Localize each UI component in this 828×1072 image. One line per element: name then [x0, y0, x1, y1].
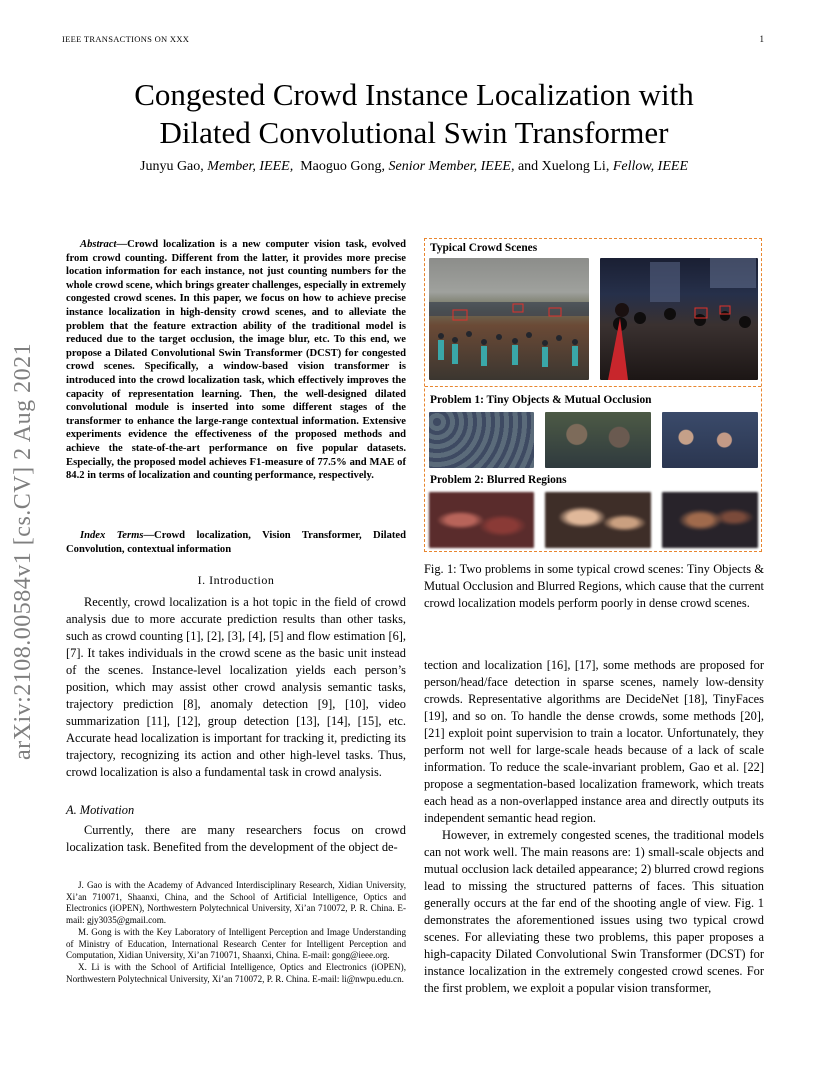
- author-2: Maoguo Gong,: [300, 159, 385, 174]
- crowd-figures-1: [429, 258, 589, 380]
- paper-title: [0, 76, 828, 152]
- arxiv-stamp: arXiv:2108.00584v1 [cs.CV] 2 Aug 2021: [10, 342, 36, 760]
- footnote-2: M. Gong is with the Key Laboratory of Intelligent Perception and Image Understanding of Ministry of Education, International Research Center for Intelligent Perception and Computation, Xidian University, Xi’an 710071, Shaanxi, China. E-mail: gong@ieee.org.: [66, 926, 406, 961]
- right-paragraph-2: However, in extremely congested scenes, the traditional models can not work well. The main reasons are: 1) small-scale objects and mutual occlusion lack detailed appearance; 2) blurred crowd regions lead to missing the structured patterns of faces. This situation generally occurs at the far end of the shooting angle of view. Fig. 1 demonstrates the aforementioned issues using two typical crowd scenes. For alleviating these two problems, this paper proposes a high-capacity Dilated Convolutional Swin Transformer (DCST) for instance localization in the extremely congested crowd scenes. For the first problem, we exploit a popular vision transformer,: [424, 828, 764, 995]
- tiny-objects-crop-1: [429, 412, 534, 468]
- abstract: [66, 238, 406, 483]
- author-1: Junyu Gao,: [140, 159, 204, 174]
- blurred-crop-2: [545, 492, 651, 548]
- subsection-heading: A. Motivation: [66, 803, 135, 817]
- author-3-role: Fellow, IEEE: [612, 159, 688, 174]
- right-paragraph-1: tection and localization [16], [17], some methods are proposed for person/head/face detection in sparse scenes, namely low-density crowds. Representative algorithms are DecideNet [18], TinyFaces [19], and so on. To handle the dense crowds, some methods [20], [21] exploit point supervision to train a locator. Unfortunately, they perform not well for large-scale heads because of a lack of scale information. To reduce the scale-invariant problem, Gao et al. [22] propose a segmentation-based localization framework, which treats each head as a non-overlapped instance area and directly outputs its independent semantic head region.: [424, 658, 764, 825]
- figure-divider-1: [425, 386, 761, 387]
- figure-label-typical: Typical Crowd Scenes: [430, 242, 538, 254]
- intro-paragraph: [66, 594, 406, 781]
- page-number: 1: [759, 34, 764, 44]
- author-1-role: Member, IEEE,: [207, 159, 294, 174]
- footnotes: [66, 880, 406, 985]
- abstract-text: —Crowd localization is a new computer vision task, evolved from crowd counting. Different from the latter, it provides more precise location information for each instance, not just counting numbers for the whole crowd scene, which brings greater challenges, especially in extremely congested crowd scenes. In this paper, we focus on how to achieve precise instance localization in high-density crowd scenes, and to alleviate the problem that the feature extraction ability of the traditional model is reduced due to the target occlusion, the image blur, etc. To this end, we propose a Dilated Convolutional Swin Transformer (DCST) for congested crowd scenes. Specifically, a window-based vision transformer is introduced into the crowd localization task, which effectively improves the capacity of representation learning. Then, the well-designed dilated convolutional module is inserted into some different stages of the transformer to enhance the large-range contextual information. Extensive experiments evidence the effectiveness of the proposed methods and achieve the state-of-the-art performance on five popular datasets. Especially, the proposed model achieves F1-measure of 77.5% and MAE of 84.2 in terms of localization and counting performance, respectively.: [66, 239, 406, 482]
- abstract-label: Abstract: [80, 239, 117, 250]
- motivation-text: Currently, there are many researchers focus on crowd localization task. Benefited from the development of the object de-: [66, 823, 406, 854]
- author-2-role: Senior Member, IEEE,: [388, 159, 515, 174]
- figure-caption: Fig. 1: Two problems in some typical crowd scenes: Tiny Objects & Mutual Occlusion and Blurred Regions, which cause that the current crowd localization models perform poorly in dense crowd scenes.: [424, 562, 764, 610]
- index-terms: [66, 529, 406, 556]
- footnote-3: X. Li is with the School of Artificial Intelligence, Optics and Electronics (iOPEN), Northwestern Polytechnical University, Xi’an 710072, P. R. China. E-mail: li@nwpu.edu.cn.: [66, 961, 406, 984]
- crowd-figures-2: [600, 258, 758, 380]
- author-3: and Xuelong Li,: [517, 159, 610, 174]
- index-terms-text: —Crowd localization, Vision Transformer, Dilated Convolution, contextual information: [66, 530, 406, 555]
- blurred-crop-3: [662, 492, 758, 548]
- figure-label-problem-2: Problem 2: Blurred Regions: [430, 474, 567, 486]
- intro-text: Recently, crowd localization is a hot topic in the field of crowd analysis due to more accurate prediction results than other tasks, such as crowd counting [1], [2], [3], [4], [5] and flow estimation [6], [7]. It takes individuals in the crowd scene as the basic unit instead of the scenes. Instance-level localization yields each person’s position, which may assist other crowd analysis semantic tasks, trajectory prediction [8], anomaly detection [9], [10], video summarization [11], [12], group detection [13], [14], [15], etc. Accurate head localization is important for tracking it, predicting its trajectory, recognizing its action and other high-level tasks. Thus, crowd localization is also a fundamental task in crowd analysis.: [66, 595, 406, 779]
- crowd-scene-photo-1: [429, 258, 589, 380]
- index-terms-label: Index Terms: [80, 530, 144, 541]
- motivation-paragraph: [66, 822, 406, 856]
- author-line: [0, 159, 828, 175]
- title-line-1: Congested Crowd Instance Localization with: [134, 77, 694, 112]
- tiny-objects-crop-2: [545, 412, 651, 468]
- title-line-2: Dilated Convolutional Swin Transformer: [159, 115, 669, 150]
- figure-1: [424, 238, 762, 552]
- footnote-1: J. Gao is with the Academy of Advanced Interdisciplinary Research, Xidian University, Xi’an 710071, Shaanxi, China, and the School of Artificial Intelligence, Optics and Electronics (iOPEN), Northwestern Polytechnical University, Xi’an 710072, P. R. China. E-mail: gjy3035@gmail.com.: [66, 880, 406, 926]
- figure-label-problem-1: Problem 1: Tiny Objects & Mutual Occlusion: [430, 394, 652, 406]
- section-heading: I. Introduction: [197, 573, 275, 587]
- blurred-crop-1: [429, 492, 534, 548]
- crowd-scene-photo-2: [600, 258, 758, 380]
- right-column-body: [424, 657, 764, 997]
- running-head: IEEE TRANSACTIONS ON XXX: [62, 34, 190, 44]
- tiny-objects-crop-3: [662, 412, 758, 468]
